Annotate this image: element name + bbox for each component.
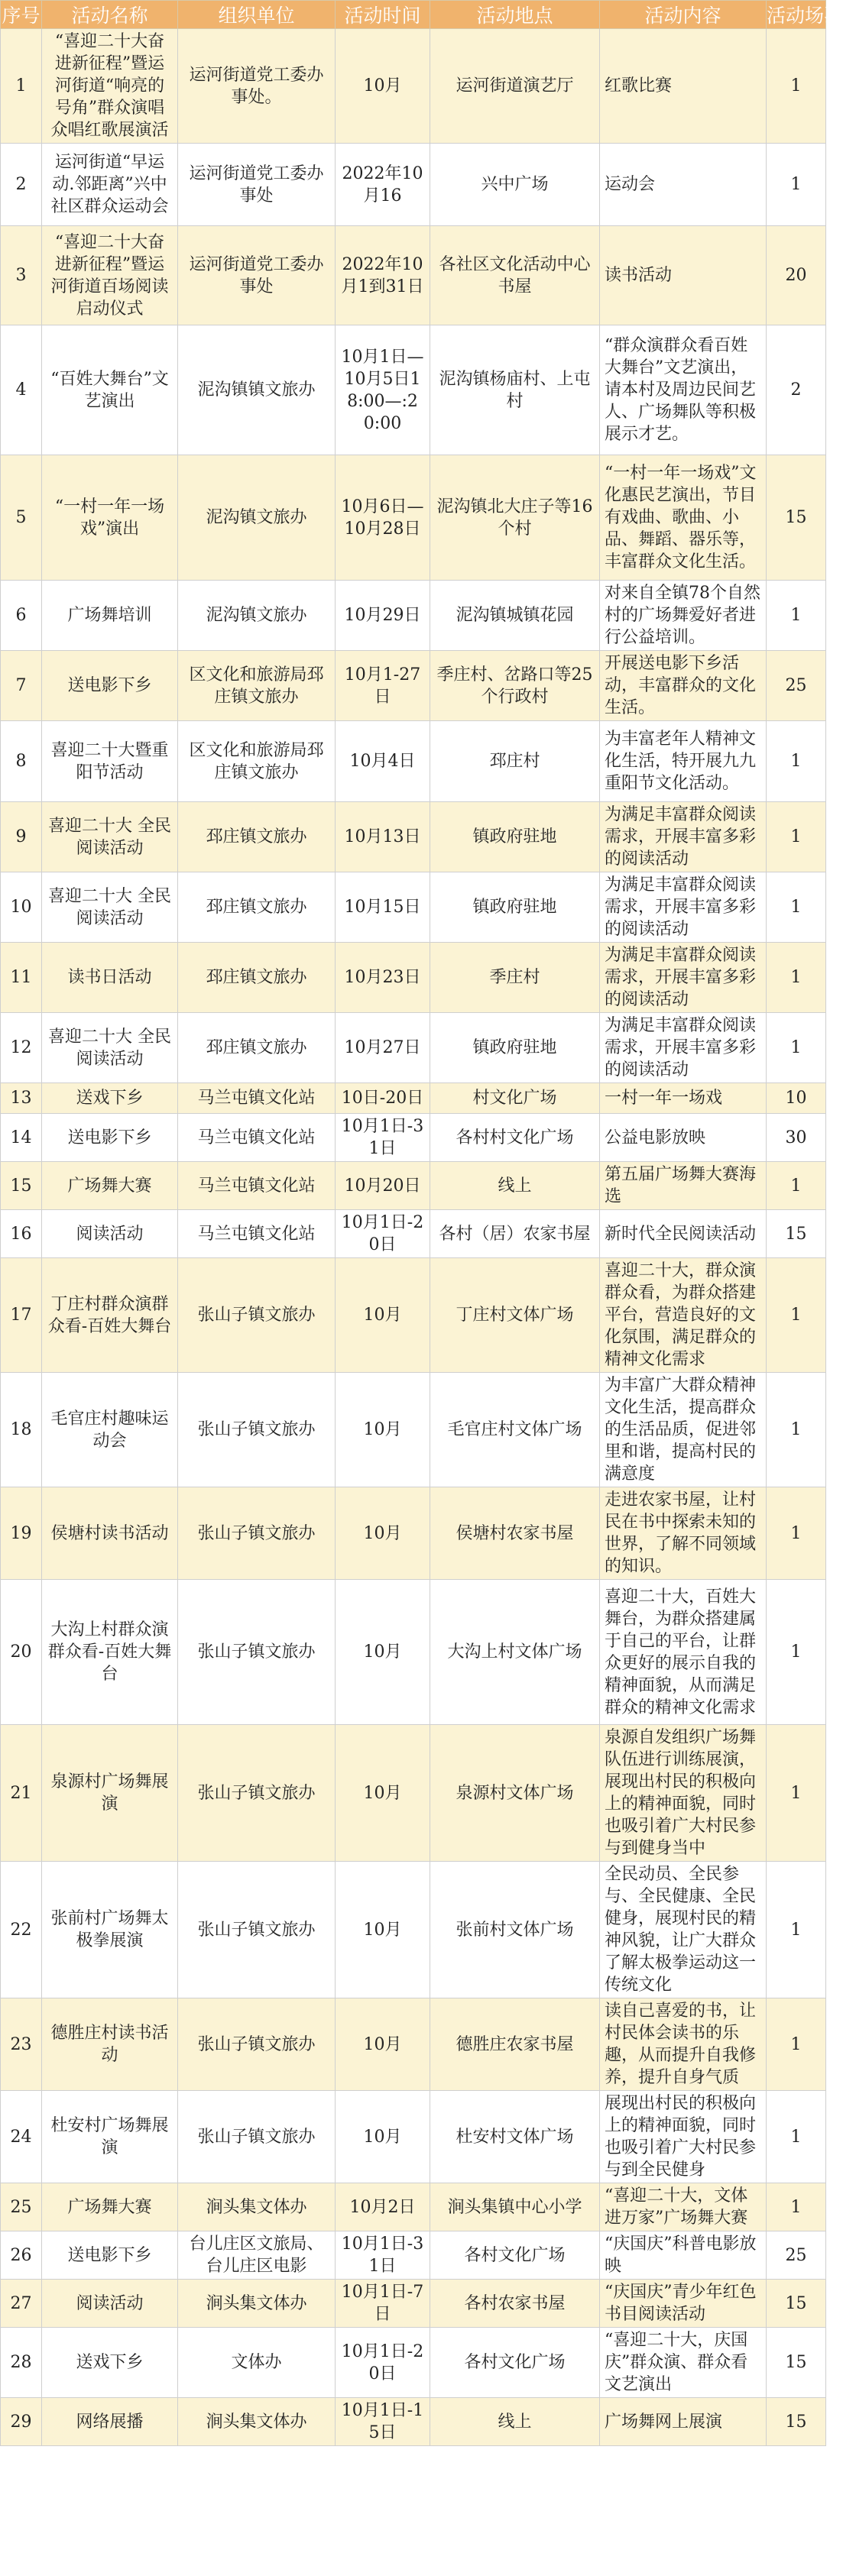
cell-place: 线上	[430, 1162, 600, 1210]
cell-org: 邳庄镇文旅办	[178, 872, 336, 943]
cell-content: 走进农家书屋，让村民在书中探索未知的世界，了解不同领域的知识。	[600, 1487, 767, 1580]
cell-place: 线上	[430, 2398, 600, 2446]
cell-org: 区文化和旅游局邳庄镇文旅办	[178, 651, 336, 721]
cell-org: 邳庄镇文旅办	[178, 802, 336, 872]
cell-content: “庆国庆”科普电影放映	[600, 2231, 767, 2280]
cell-place: 各村村文化广场	[430, 1114, 600, 1162]
table-row	[1, 2183, 826, 2231]
table-row	[1, 1487, 826, 1580]
cell-content: “庆国庆”青少年红色书目阅读活动	[600, 2280, 767, 2328]
cell-no: 7	[1, 651, 42, 721]
cell-place: 镇政府驻地	[430, 872, 600, 943]
header-count: 活动场次	[767, 1, 826, 29]
cell-name: 丁庄村群众演群众看-百姓大舞台	[42, 1258, 178, 1373]
cell-count: 1	[767, 29, 826, 144]
table-row	[1, 144, 826, 226]
cell-org: 张山子镇文旅办	[178, 1258, 336, 1373]
cell-org: 邳庄镇文旅办	[178, 1013, 336, 1083]
cell-time: 10月	[336, 1862, 430, 1998]
cell-count: 1	[767, 802, 826, 872]
table-row	[1, 1373, 826, 1487]
header-time: 活动时间	[336, 1, 430, 29]
table-body	[1, 29, 826, 2446]
cell-org: 马兰屯镇文化站	[178, 1083, 336, 1114]
cell-content: 全民动员、全民参与、全民健康、全民健身，展现村民的精神风貌，让广大群众了解太极拳运动这一传统文化	[600, 1862, 767, 1998]
cell-no: 14	[1, 1114, 42, 1162]
cell-org: 邳庄镇文旅办	[178, 943, 336, 1013]
cell-time: 10日-20日	[336, 1083, 430, 1114]
table-row	[1, 455, 826, 581]
table-row	[1, 581, 826, 651]
table-row	[1, 2231, 826, 2280]
cell-no: 26	[1, 2231, 42, 2280]
cell-count: 1	[767, 1580, 826, 1725]
cell-content: 读自己喜爱的书，让村民体会读书的乐趣，从而提升自我修养，提升自身气质	[600, 1998, 767, 2091]
cell-place: 镇政府驻地	[430, 802, 600, 872]
cell-content: 红歌比赛	[600, 29, 767, 144]
cell-place: 各社区文化活动中心书屋	[430, 226, 600, 325]
cell-no: 20	[1, 1580, 42, 1725]
cell-content: 为丰富老年人精神文化生活，特开展九九重阳节文化活动。	[600, 721, 767, 802]
cell-no: 3	[1, 226, 42, 325]
cell-name: 送戏下乡	[42, 1083, 178, 1114]
cell-no: 23	[1, 1998, 42, 2091]
cell-no: 4	[1, 325, 42, 455]
table-row	[1, 1862, 826, 1998]
cell-content: 为满足丰富群众阅读需求，开展丰富多彩的阅读活动	[600, 943, 767, 1013]
header-place: 活动地点	[430, 1, 600, 29]
cell-no: 1	[1, 29, 42, 144]
cell-name: 喜迎二十大暨重阳节活动	[42, 721, 178, 802]
cell-count: 1	[767, 1013, 826, 1083]
cell-count: 1	[767, 1258, 826, 1373]
cell-place: 邳庄村	[430, 721, 600, 802]
cell-org: 张山子镇文旅办	[178, 1998, 336, 2091]
cell-place: 泥沟镇杨庙村、上屯村	[430, 325, 600, 455]
cell-org: 张山子镇文旅办	[178, 1373, 336, 1487]
cell-place: 泥沟镇城镇花园	[430, 581, 600, 651]
cell-time: 2022年10月1到31日	[336, 226, 430, 325]
table-row	[1, 1162, 826, 1210]
cell-no: 12	[1, 1013, 42, 1083]
cell-time: 10月20日	[336, 1162, 430, 1210]
cell-content: 开展送电影下乡活动，丰富群众的文化生活。	[600, 651, 767, 721]
cell-name: 侯塘村读书活动	[42, 1487, 178, 1580]
cell-content: 第五届广场舞大赛海选	[600, 1162, 767, 1210]
cell-count: 2	[767, 325, 826, 455]
cell-time: 10月13日	[336, 802, 430, 872]
cell-name: 读书日活动	[42, 943, 178, 1013]
cell-time: 10月	[336, 1258, 430, 1373]
cell-content: 公益电影放映	[600, 1114, 767, 1162]
cell-place: 德胜庄农家书屋	[430, 1998, 600, 2091]
cell-place: 侯塘村农家书屋	[430, 1487, 600, 1580]
cell-count: 1	[767, 1487, 826, 1580]
cell-count: 1	[767, 2091, 826, 2183]
cell-content: 为丰富广大群众精神文化生活，提高群众的生活品质，促进邻里和谐，提高村民的满意度	[600, 1373, 767, 1487]
table-row	[1, 1114, 826, 1162]
cell-name: 广场舞培训	[42, 581, 178, 651]
cell-count: 10	[767, 1083, 826, 1114]
cell-name: “喜迎二十大奋进新征程”暨运河街道百场阅读启动仪式	[42, 226, 178, 325]
cell-no: 6	[1, 581, 42, 651]
cell-time: 10月1日-20日	[336, 1210, 430, 1258]
table-row	[1, 2398, 826, 2446]
table-row	[1, 2328, 826, 2398]
cell-time: 10月	[336, 2091, 430, 2183]
cell-name: 泉源村广场舞展演	[42, 1725, 178, 1862]
cell-time: 10月	[336, 1373, 430, 1487]
table-row	[1, 1083, 826, 1114]
cell-place: 丁庄村文体广场	[430, 1258, 600, 1373]
cell-no: 5	[1, 455, 42, 581]
cell-content: 广场舞网上展演	[600, 2398, 767, 2446]
cell-count: 30	[767, 1114, 826, 1162]
cell-name: 运河街道“早运动.邻距离”兴中社区群众运动会	[42, 144, 178, 226]
header-org: 组织单位	[178, 1, 336, 29]
cell-content: 对来自全镇78个自然村的广场舞爱好者进行公益培训。	[600, 581, 767, 651]
cell-no: 15	[1, 1162, 42, 1210]
cell-place: 各村（居）农家书屋	[430, 1210, 600, 1258]
cell-count: 1	[767, 872, 826, 943]
cell-org: 张山子镇文旅办	[178, 1580, 336, 1725]
cell-count: 1	[767, 581, 826, 651]
table-row	[1, 1580, 826, 1725]
cell-name: 大沟上村群众演群众看-百姓大舞台	[42, 1580, 178, 1725]
cell-time: 10月15日	[336, 872, 430, 943]
cell-name: 阅读活动	[42, 1210, 178, 1258]
cell-content: 为满足丰富群众阅读需求，开展丰富多彩的阅读活动	[600, 802, 767, 872]
cell-name: 送电影下乡	[42, 2231, 178, 2280]
cell-no: 24	[1, 2091, 42, 2183]
cell-time: 10月	[336, 1580, 430, 1725]
cell-no: 10	[1, 872, 42, 943]
table-row	[1, 2280, 826, 2328]
cell-org: 涧头集文体办	[178, 2280, 336, 2328]
cell-no: 29	[1, 2398, 42, 2446]
cell-count: 1	[767, 2183, 826, 2231]
cell-place: 各村农家书屋	[430, 2280, 600, 2328]
cell-org: 涧头集文体办	[178, 2183, 336, 2231]
cell-time: 10月1日-20日	[336, 2328, 430, 2398]
cell-time: 10月1日-31日	[336, 1114, 430, 1162]
cell-time: 10月29日	[336, 581, 430, 651]
cell-place: 镇政府驻地	[430, 1013, 600, 1083]
cell-count: 1	[767, 1862, 826, 1998]
table-row	[1, 226, 826, 325]
cell-count: 15	[767, 2280, 826, 2328]
cell-org: 张山子镇文旅办	[178, 1725, 336, 1862]
cell-org: 张山子镇文旅办	[178, 1862, 336, 1998]
cell-time: 10月2日	[336, 2183, 430, 2231]
cell-no: 21	[1, 1725, 42, 1862]
table-row	[1, 1998, 826, 2091]
table-row	[1, 872, 826, 943]
header-name: 活动名称	[42, 1, 178, 29]
cell-name: “喜迎二十大奋进新征程”暨运河街道“响亮的号角”群众演唱众唱红歌展演活	[42, 29, 178, 144]
cell-org: 张山子镇文旅办	[178, 2091, 336, 2183]
cell-time: 10月	[336, 1487, 430, 1580]
cell-name: 送电影下乡	[42, 1114, 178, 1162]
cell-no: 9	[1, 802, 42, 872]
cell-no: 19	[1, 1487, 42, 1580]
cell-no: 28	[1, 2328, 42, 2398]
cell-name: 网络展播	[42, 2398, 178, 2446]
cell-place: 各村文化广场	[430, 2328, 600, 2398]
cell-place: 泉源村文体广场	[430, 1725, 600, 1862]
cell-name: 阅读活动	[42, 2280, 178, 2328]
cell-time: 10月1日-15日	[336, 2398, 430, 2446]
cell-org: 泥沟镇镇文旅办	[178, 325, 336, 455]
cell-place: 涧头集镇中心小学	[430, 2183, 600, 2231]
cell-place: 村文化广场	[430, 1083, 600, 1114]
table-row	[1, 29, 826, 144]
cell-no: 27	[1, 2280, 42, 2328]
cell-name: 张前村广场舞太极拳展演	[42, 1862, 178, 1998]
cell-org: 张山子镇文旅办	[178, 1487, 336, 1580]
cell-count: 1	[767, 1998, 826, 2091]
cell-count: 1	[767, 1373, 826, 1487]
cell-count: 1	[767, 943, 826, 1013]
cell-org: 马兰屯镇文化站	[178, 1210, 336, 1258]
cell-org: 运河街道党工委办事处。	[178, 29, 336, 144]
cell-place: 季庄村、岔路口等25个行政村	[430, 651, 600, 721]
table-row	[1, 943, 826, 1013]
cell-no: 11	[1, 943, 42, 1013]
cell-content: “群众演群众看百姓大舞台”文艺演出，请本村及周边民间艺人、广场舞队等积极展示才艺。	[600, 325, 767, 455]
cell-place: 各村文化广场	[430, 2231, 600, 2280]
cell-org: 区文化和旅游局邳庄镇文旅办	[178, 721, 336, 802]
cell-content: 展现出村民的积极向上的精神面貌，同时也吸引着广大村民参与到全民健身	[600, 2091, 767, 2183]
cell-org: 文体办	[178, 2328, 336, 2398]
cell-org: 马兰屯镇文化站	[178, 1162, 336, 1210]
cell-time: 10月	[336, 29, 430, 144]
cell-time: 10月4日	[336, 721, 430, 802]
cell-time: 10月23日	[336, 943, 430, 1013]
cell-no: 18	[1, 1373, 42, 1487]
cell-count: 15	[767, 2398, 826, 2446]
cell-name: “百姓大舞台”文艺演出	[42, 325, 178, 455]
cell-count: 15	[767, 1210, 826, 1258]
table-row	[1, 2091, 826, 2183]
cell-content: “喜迎二十大，庆国庆”群众演、群众看文艺演出	[600, 2328, 767, 2398]
cell-content: 喜迎二十大，百姓大舞台，为群众搭建属于自己的平台，让群众更好的展示自我的精神面貌，从而满足群众的精神文化需求	[600, 1580, 767, 1725]
cell-place: 运河街道演艺厅	[430, 29, 600, 144]
cell-time: 10月1日—10月5日18:00—:20:00	[336, 325, 430, 455]
cell-name: 杜安村广场舞展演	[42, 2091, 178, 2183]
cell-time: 10月1日-31日	[336, 2231, 430, 2280]
cell-name: 喜迎二十大 全民阅读活动	[42, 802, 178, 872]
cell-org: 泥沟镇文旅办	[178, 581, 336, 651]
header-content: 活动内容	[600, 1, 767, 29]
table-row	[1, 721, 826, 802]
cell-time: 10月	[336, 1998, 430, 2091]
cell-name: “一村一年一场戏”演出	[42, 455, 178, 581]
header-row	[1, 1, 826, 29]
table-row	[1, 1725, 826, 1862]
cell-time: 10月27日	[336, 1013, 430, 1083]
cell-content: 泉源自发组织广场舞队伍进行训练展演，展现出村民的积极向上的精神面貌，同时也吸引着广大村民参与到健身当中	[600, 1725, 767, 1862]
cell-no: 13	[1, 1083, 42, 1114]
cell-count: 15	[767, 2328, 826, 2398]
cell-no: 22	[1, 1862, 42, 1998]
cell-org: 运河街道党工委办事处	[178, 144, 336, 226]
table-row	[1, 1258, 826, 1373]
cell-time: 10月1-27日	[336, 651, 430, 721]
header-no: 序号	[1, 1, 42, 29]
cell-name: 广场舞大赛	[42, 1162, 178, 1210]
cell-content: “喜迎二十大，文体进万家”广场舞大赛	[600, 2183, 767, 2231]
cell-content: “一村一年一场戏”文化惠民艺演出，节目有戏曲、歌曲、小品、舞蹈、器乐等，丰富群众文化生活。	[600, 455, 767, 581]
cell-no: 17	[1, 1258, 42, 1373]
cell-count: 1	[767, 1725, 826, 1862]
table-row	[1, 802, 826, 872]
table-row	[1, 1210, 826, 1258]
cell-count: 25	[767, 2231, 826, 2280]
cell-count: 15	[767, 455, 826, 581]
cell-name: 毛官庄村趣味运动会	[42, 1373, 178, 1487]
cell-content: 运动会	[600, 144, 767, 226]
cell-time: 10月	[336, 1725, 430, 1862]
cell-count: 25	[767, 651, 826, 721]
cell-name: 广场舞大赛	[42, 2183, 178, 2231]
cell-no: 16	[1, 1210, 42, 1258]
cell-content: 读书活动	[600, 226, 767, 325]
cell-no: 25	[1, 2183, 42, 2231]
cell-no: 8	[1, 721, 42, 802]
cell-place: 杜安村文体广场	[430, 2091, 600, 2183]
cell-place: 季庄村	[430, 943, 600, 1013]
cell-count: 20	[767, 226, 826, 325]
cell-count: 1	[767, 1162, 826, 1210]
cell-time: 10月1日-7日	[336, 2280, 430, 2328]
cell-org: 泥沟镇文旅办	[178, 455, 336, 581]
cell-name: 喜迎二十大 全民阅读活动	[42, 1013, 178, 1083]
cell-content: 新时代全民阅读活动	[600, 1210, 767, 1258]
table-row	[1, 651, 826, 721]
cell-content: 一村一年一场戏	[600, 1083, 767, 1114]
cell-no: 2	[1, 144, 42, 226]
cell-org: 涧头集文体办	[178, 2398, 336, 2446]
cell-time: 10月6日—10月28日	[336, 455, 430, 581]
table-row	[1, 1013, 826, 1083]
cell-org: 马兰屯镇文化站	[178, 1114, 336, 1162]
cell-place: 兴中广场	[430, 144, 600, 226]
cell-name: 送戏下乡	[42, 2328, 178, 2398]
cell-org: 运河街道党工委办事处	[178, 226, 336, 325]
cell-place: 张前村文体广场	[430, 1862, 600, 1998]
cell-count: 1	[767, 144, 826, 226]
cell-content: 喜迎二十大，群众演群众看，为群众搭建平台，营造良好的文化氛围，满足群众的精神文化需求	[600, 1258, 767, 1373]
cell-place: 大沟上村文体广场	[430, 1580, 600, 1725]
cell-place: 毛官庄村文体广场	[430, 1373, 600, 1487]
cell-content: 为满足丰富群众阅读需求，开展丰富多彩的阅读活动	[600, 1013, 767, 1083]
cell-place: 泥沟镇北大庄子等16个村	[430, 455, 600, 581]
cell-name: 送电影下乡	[42, 651, 178, 721]
table-row	[1, 325, 826, 455]
cell-name: 德胜庄村读书活动	[42, 1998, 178, 2091]
cell-content: 为满足丰富群众阅读需求，开展丰富多彩的阅读活动	[600, 872, 767, 943]
cell-org: 台儿庄区文旅局、台儿庄区电影	[178, 2231, 336, 2280]
cell-time: 2022年10月16	[336, 144, 430, 226]
cell-count: 1	[767, 721, 826, 802]
cell-name: 喜迎二十大 全民阅读活动	[42, 872, 178, 943]
